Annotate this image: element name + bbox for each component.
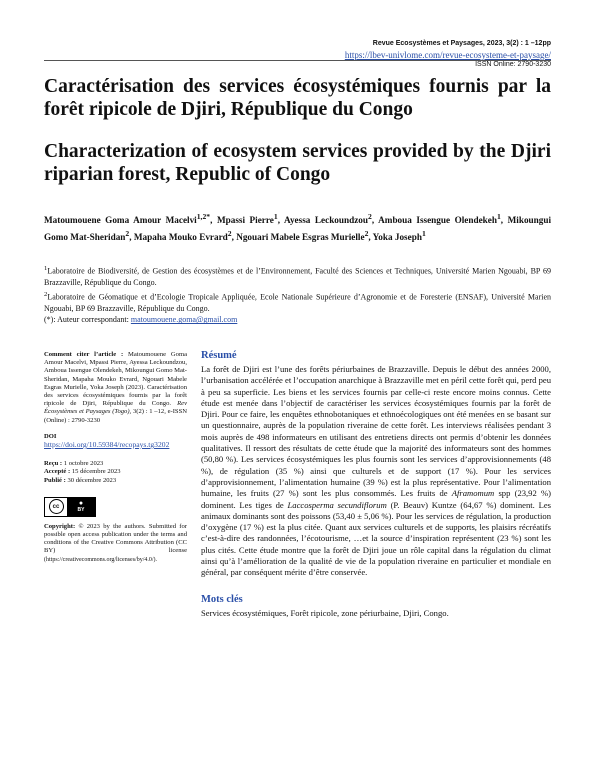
abstract-part: (P. Beauv) Kuntze (64,67 %) dominent. Les animaux dominants sont des poissons (53,40 ± 5,06 %). Pour les services de régulation, la production d’oxygène (17 %) est la plus citée. Quant aux services culturels et de supports, les plaisirs récréatifs c’est-à-dire des randonnées, l’écotourisme, …et la source d’inspiration représentent (23 %) sont les plus cités. Cette étude montre que la forêt de Djiri joue un rôle capital dans la régulation du climat ainsi qu’à l’amélioration de la qualité de vie de la population riveraine en particulier et mondiale en général, par conséquent mérite d’être conservée. [201, 499, 551, 578]
published-date [44, 477, 187, 485]
author-affiliation-mark: 1 [421, 229, 426, 239]
author: Mikoungui Gomo Mat-Sheridan [44, 215, 552, 243]
received-value: 1 octobre 2023 [62, 460, 104, 468]
author: Mpassi Pierre [216, 215, 274, 226]
author-affiliation-mark: 1 [496, 212, 501, 221]
abstract-part: spp (23,92 %) dominent. Les tiges de [201, 488, 551, 510]
abstract-text [201, 364, 551, 579]
affiliation-mark: 1 [44, 265, 48, 272]
accepted-date [44, 468, 187, 476]
author: Amboua Issengue Olendekeh [378, 215, 497, 226]
cc-by-license-badge[interactable] [44, 497, 96, 517]
keywords-heading: Mots clés [201, 593, 243, 605]
journal-url-link[interactable]: https://lbev-univlome.com/revue-ecosysteme-et-paysage/ [344, 50, 551, 60]
copyright-notice [44, 523, 187, 564]
affiliation-1 [44, 263, 551, 289]
affiliation-text: Laboratoire de Biodiversité, de Gestion des écosystèmes et de l’Environnement, Faculté des Sciences et Techniques, Université Marien Ngouabi, BP 69 Brazzaville, République du Congo. [44, 266, 551, 288]
author: Matoumouene Goma Amour Macelvi [44, 215, 197, 226]
keywords-text: Services écosystémiques, Forêt ripicole, zone périurbaine, Djiri, Congo. [201, 607, 449, 618]
accepted-value: 15 décembre 2023 [70, 468, 121, 476]
journal-citation-line: Revue Ecosystèmes et Paysages, 2023, 3(2) : 1 –12pp [372, 40, 551, 47]
published-label: Publié : [44, 476, 66, 484]
corresponding-author [44, 314, 551, 326]
article-dates [44, 460, 187, 485]
license-url: (https://creativecommons.org/licenses/by/4.0/). [44, 556, 158, 563]
doi-link[interactable]: https://doi.org/10.59384/recopays.tg3202 [44, 440, 170, 450]
cite-text: Matoumouene Goma Amour Macelvi, Mpassi Pierre, Ayessa Leckoundzou, Amboua Issengue Olendekeh, Mikoungui Gomo Mat-Sheridan, Mapaha Mouko Evrard, Ngouari Mabele Esgras Murielle, Yoka Joseph (2023). Caractérisation des services écosystémiques fournis par la forêt ripicole de Djiri, République du Congo. [44, 351, 187, 408]
author-list: Matoumouene Goma Amour Macelvi$^{1,2*}$, Mpassi Pierre$^1$, Ayessa Leckoundzou$^2$, Amboua Issengue Olendekeh$^1$, Mikoungui Gomo Mat-Sheridan$^2$, Mapaha Mouko Evrard$^2$, Ngouari Mabele Esgras Murielle$^2$, Yoka Joseph$^1$ [44, 212, 552, 243]
affiliation-2 [44, 289, 551, 315]
affiliation-text: Laboratoire de Géomatique et d’Ecologie Tropicale Appliquée, Ecole Nationale Supérieure d’Agronomie et de Foresterie (ENSAF), Université Marien Ngouabi, BP 69 Brazzaville, République du Congo. [44, 292, 551, 313]
journal-header [345, 39, 551, 70]
copyright-label: Copyright: [44, 522, 76, 530]
abstract-column [201, 349, 551, 619]
author-affiliation-mark: 2 [364, 229, 369, 239]
affiliation-mark: 2 [44, 290, 48, 298]
author: Yoka Joseph [372, 232, 422, 243]
author-affiliation-mark: 2 [227, 229, 232, 239]
cite-tail: 3(2) : 1 –12, e-ISSN (Online) : 2790-3230 [44, 408, 187, 424]
author: Ayessa Leckoundzou [284, 215, 369, 226]
received-label: Reçu : [44, 460, 63, 468]
corresponding-email-link[interactable]: matoumouene.goma@gmail.com [130, 315, 238, 325]
author-affiliation-mark: 2 [125, 229, 130, 239]
abstract-part: La forêt de Djiri est l’une des forêts périurbaines de Brazzaville. Depuis le début des années 2000, l’urbanisation accélérée et l’occupation anarchique à Brazzaville met en péril cette forêt qui, perd peu à peu sa superficie. Les biens et les services fournis par celle-ci reste encore moins connus. Cette étude est menée dans l’objectif de caractériser les services écosystémiques fournis par la forêt de Djiri. Pour ce faire, les enquêtes ethnobotaniques et ethnoécologiques ont été menées en se basant sur un questionnaire, auprès de la population riveraine de cette forêt. Les interviews réalisées pendant 3 mois auprès de 498 informateurs en utilisant des entretiens directs ont permis d’obtenir les données qualitatives. Il ressort des résultats de cette étude que la majorité des informateurs sont des hommes (50,80 %). Les services écosystémiques les plus fournis sont les services d’approvisionnements (48 %), de régulation (35 %) ainsi que culturels et de support (17 %). Pour les services d’approvisionnement, l’alimentation humaine (39 %) est la plus représentative. Pour l’alimentation humaine, les fruits (27 %) sont les plus consommés. Les fruits de [201, 364, 551, 499]
affiliations [44, 263, 551, 326]
person-icon: ● [78, 500, 84, 508]
published-value: 30 décembre 2023 [65, 476, 117, 484]
cite-journal: Rev Écosystèmes et Paysages (Togo), [44, 400, 187, 416]
abstract-heading: Résumé [201, 350, 237, 361]
author: Mapaha Mouko Evrard [133, 232, 228, 243]
journal-issn: ISSN Online: 2790-3230 [475, 61, 551, 68]
title-english: Characterization of ecosystem services provided by the Djiri riparian forest, Republic of Congo [44, 141, 551, 185]
cite-label: Comment citer l’article : [44, 351, 124, 358]
author-affiliation-mark: 1,2* [196, 212, 211, 221]
cc-icon: cc [49, 499, 64, 514]
author: Ngouari Mabele Esgras Murielle [236, 232, 365, 243]
title-french: Caractérisation des services écosystémiques fournis par la forêt ripicole de Djiri, République du Congo [44, 76, 551, 120]
header-divider [44, 60, 551, 61]
copyright-text: © 2023 by the authors. Submitted for possible open access publication under the terms and conditions of the Creative Commons Attribution (CC BY) license [44, 522, 187, 555]
citation-block [44, 351, 187, 425]
species-name: Aframomum [451, 488, 495, 499]
received-date [44, 460, 187, 468]
accepted-label: Accepté : [44, 468, 71, 476]
author-affiliation-mark: 1 [273, 212, 278, 221]
article-sidebar [44, 351, 187, 564]
species-name: Laccosperma secundiflorum [287, 499, 387, 510]
by-label: BY [77, 507, 85, 514]
author-affiliation-mark: 2 [368, 212, 372, 221]
doi-label: DOI [44, 432, 57, 440]
corresponding-label: (*): Auteur correspondant: [44, 315, 131, 325]
